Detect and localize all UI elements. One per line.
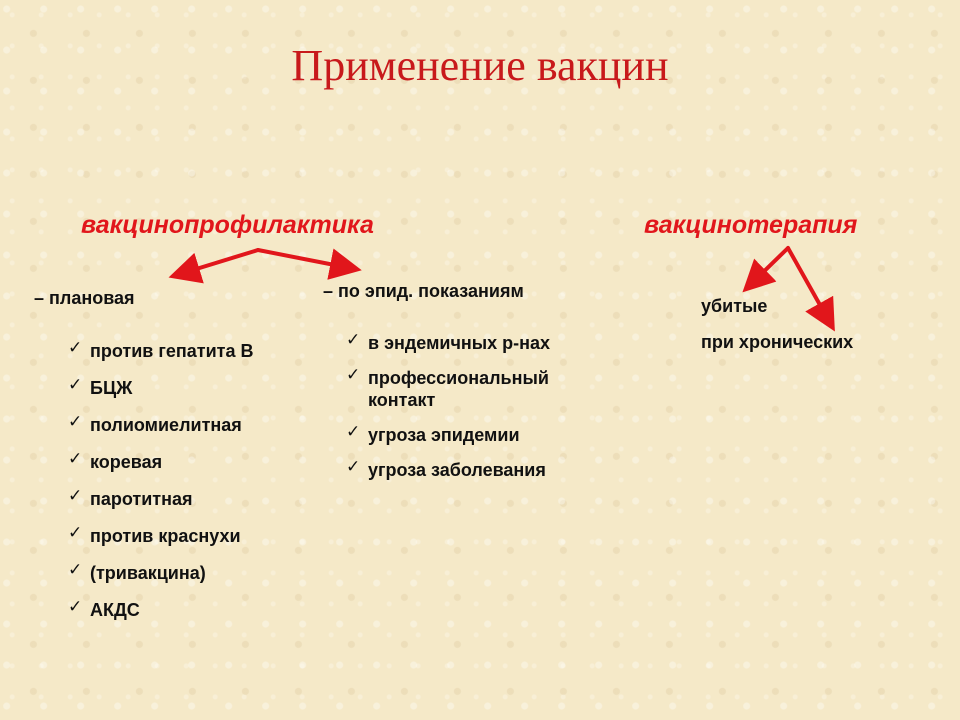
vaccinoprophylaxis-heading: вакцинопрофилактика <box>81 211 374 239</box>
checkmark-icon: ✓ <box>346 330 361 349</box>
planned-item <box>68 562 328 584</box>
planned-item <box>68 340 328 362</box>
planned-item <box>68 377 328 399</box>
checkmark-icon: ✓ <box>346 457 361 476</box>
planned-item <box>68 488 328 510</box>
epid-item-text: профессиональный контакт <box>368 368 549 410</box>
arrow-to-epid <box>258 250 350 268</box>
epid-item-text: угроза заболевания <box>368 460 546 480</box>
epid-item <box>346 424 626 446</box>
planned-item-text: полиомиелитная <box>90 415 242 435</box>
epid-item <box>346 459 626 481</box>
killed-item: убитые <box>701 296 768 316</box>
checkmark-icon: ✓ <box>68 449 83 468</box>
planned-item-text: БЦЖ <box>90 378 133 398</box>
epid-item-text: угроза эпидемии <box>368 425 520 445</box>
vaccinotherapy-heading: вакцинотерапия <box>644 211 858 239</box>
slide-title: Применение вакцин <box>291 41 669 90</box>
planned-item-text: паротитная <box>90 489 193 509</box>
checkmark-icon: ✓ <box>346 422 361 441</box>
planned-label: – плановая <box>34 288 135 308</box>
arrow-to-planned <box>180 250 258 274</box>
epid-item <box>346 367 626 411</box>
epid-list <box>346 332 626 494</box>
arrow-to-killed <box>751 248 788 284</box>
checkmark-icon: ✓ <box>68 597 83 616</box>
epid-item-text: в эндемичных р-нах <box>368 333 551 353</box>
planned-item-text: коревая <box>90 452 163 472</box>
planned-item <box>68 451 328 473</box>
planned-item-text: АКДС <box>90 600 140 620</box>
epid-item <box>346 332 626 354</box>
planned-item <box>68 599 328 621</box>
checkmark-icon: ✓ <box>68 560 83 579</box>
planned-item-text: против гепатита В <box>90 341 254 361</box>
planned-item-text: против краснухи <box>90 526 241 546</box>
checkmark-icon: ✓ <box>68 338 83 357</box>
checkmark-icon: ✓ <box>68 523 83 542</box>
planned-list <box>68 340 328 636</box>
chronic-item: при хронических <box>701 332 854 352</box>
checkmark-icon: ✓ <box>68 375 83 394</box>
checkmark-icon: ✓ <box>346 365 361 384</box>
epid-label: – по эпид. показаниям <box>323 281 524 301</box>
planned-item <box>68 414 328 436</box>
planned-item-text: (тривакцина) <box>90 563 206 583</box>
checkmark-icon: ✓ <box>68 486 83 505</box>
checkmark-icon: ✓ <box>68 412 83 431</box>
arrow-to-chronic <box>788 248 829 321</box>
planned-item <box>68 525 328 547</box>
